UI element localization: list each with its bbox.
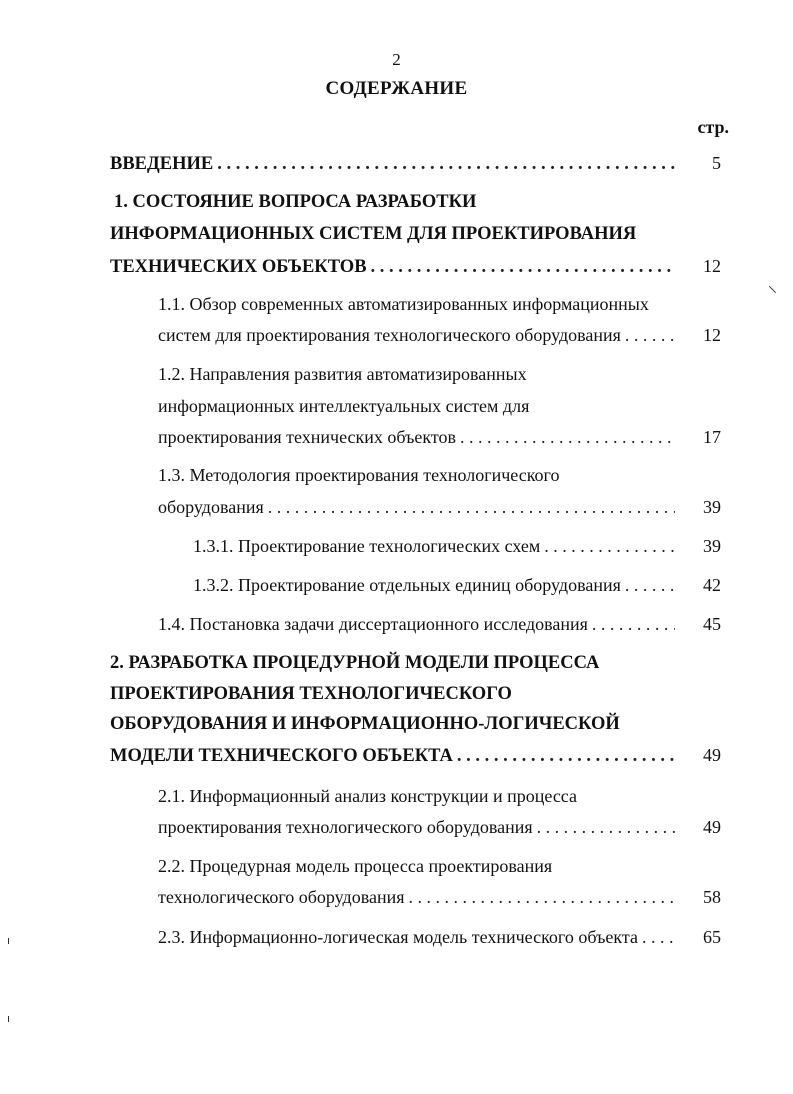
toc-entry-title: МОДЕЛИ ТЕХНИЧЕСКОГО ОБЪЕКТА [110,746,453,766]
toc-entry-2-3 [158,927,721,948]
toc-leader-dots [409,887,676,908]
toc-entry-page: 39 [703,536,721,556]
toc-leader-dots [268,497,675,518]
toc-entry-title: 2. РАЗРАБОТКА ПРОЦЕДУРНОЙ МОДЕЛИ ПРОЦЕССА [110,653,600,673]
toc-leader-dots [457,746,675,767]
toc-entry-page: 5 [712,153,721,173]
toc-leader-dots [544,536,675,557]
toc-entry-2-2-line-1 [158,856,721,877]
toc-entry-chapter-1-line-2 [110,224,721,245]
toc-entry-page: 65 [703,927,721,947]
toc-entry-1-2-line-3 [158,427,721,448]
toc-entry-title: ИНФОРМАЦИОННЫХ СИСТЕМ ДЛЯ ПРОЕКТИРОВАНИЯ [110,224,637,244]
toc-entry-title: 1.3. Методология проектирования технологического [158,465,560,485]
toc-entry-title: 2.1. Информационный анализ конструкции и процесса [158,786,578,806]
toc-entry-title: 1.2. Направления развития автоматизированных [158,364,527,384]
toc-entry-title: систем для проектирования технологического оборудования [158,325,621,345]
toc-entry-1-3-line-2 [158,497,721,518]
toc-entry-introduction [110,153,721,175]
toc-entry-2-2-line-2 [158,887,721,908]
toc-entry-1-3-line-1 [158,465,721,486]
toc-entry-page: 12 [703,256,721,276]
toc-entry-title: 1.1. Обзор современных автоматизированных информационных [158,294,649,314]
toc-leader-dots [460,427,675,448]
toc-entry-title: проектирования технических объектов [158,427,457,447]
toc-leader-dots [217,154,675,175]
toc-entry-chapter-2-line-4 [110,745,721,767]
toc-entry-page: 45 [703,614,721,634]
toc-leader-dots [625,575,675,596]
toc-entry-1-4 [158,614,721,635]
toc-entry-chapter-2-line-2 [110,684,721,705]
page-column-label: стр. [697,117,729,137]
toc-entry-chapter-1-line-3 [110,256,721,278]
toc-entry-title: ТЕХНИЧЕСКИХ ОБЪЕКТОВ [110,257,367,277]
toc-entry-2-1-line-2 [158,817,721,838]
toc-leader-dots [642,927,675,948]
toc-leader-dots [592,614,675,635]
toc-entry-page: 12 [703,325,721,345]
toc-entry-page: 17 [703,427,721,447]
toc-leader-dots [371,257,675,278]
toc-entry-1-1-line-1 [158,294,721,315]
toc-entry-page: 42 [703,575,721,595]
toc-entry-1-2-line-1 [158,364,721,385]
toc-entry-title: 2.3. Информационно-логическая модель технического объекта [158,927,638,947]
toc-entry-page: 49 [703,817,721,837]
toc-entry-1-3-2 [193,575,721,596]
toc-entry-title: 1.3.2. Проектирование отдельных единиц оборудования [193,575,621,595]
toc-entry-title: ОБОРУДОВАНИЯ И ИНФОРМАЦИОННО-ЛОГИЧЕСКОЙ [110,714,620,734]
toc-entry-title: оборудования [158,497,264,517]
toc-entry-1-2-line-2 [158,396,721,417]
toc-entry-title: ПРОЕКТИРОВАНИЯ ТЕХНОЛОГИЧЕСКОГО [110,684,512,704]
toc-entry-chapter-1-line-1 [114,192,721,213]
toc-entry-title: 1. СОСТОЯНИЕ ВОПРОСА РАЗРАБОТКИ [114,192,477,212]
toc-leader-dots [625,325,675,346]
toc-entry-title: 2.2. Процедурная модель процесса проектирования [158,856,553,876]
toc-entry-title: технологического оборудования [158,887,405,907]
scan-mark [8,938,9,944]
scan-mark [769,286,776,293]
toc-entry-title: 1.4. Постановка задачи диссертационного исследования [158,614,588,634]
toc-entry-title: информационных интеллектуальных систем для [158,396,530,416]
toc-entry-2-1-line-1 [158,786,721,807]
toc-entry-page: 39 [703,497,721,517]
toc-entry-1-3-1 [193,536,721,557]
toc-entry-title: 1.3.1. Проектирование технологических схем [193,536,541,556]
page-number: 2 [392,50,401,69]
toc-entry-title: проектирования технологического оборудования [158,817,533,837]
page-title: СОДЕРЖАНИЕ [325,78,468,99]
toc-entry-chapter-2-line-3 [110,714,721,735]
toc-entry-title: ВВЕДЕНИЕ [110,154,214,174]
toc-entry-chapter-2-line-1 [110,653,721,674]
toc-entry-page: 49 [703,745,721,765]
toc-entry-1-1-line-2 [158,325,721,346]
scan-mark [8,1016,9,1022]
toc-leader-dots [537,817,675,838]
toc-entry-page: 58 [703,887,721,907]
